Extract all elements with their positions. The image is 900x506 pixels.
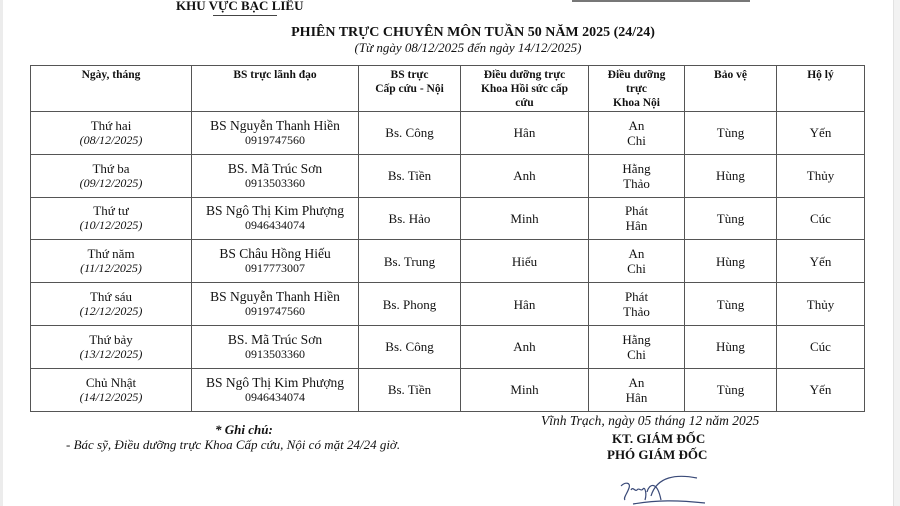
orderly-cell: Thủy xyxy=(777,154,865,197)
vertical-scrollbar[interactable] xyxy=(893,0,900,506)
leader-name: BS Châu Hồng Hiếu xyxy=(219,246,331,262)
table-row xyxy=(31,112,865,155)
icu-nurse-cell: Anh xyxy=(461,325,589,368)
col-header-orderly: Hộ lý xyxy=(777,66,865,112)
header-line: Khoa Hồi sức cấp xyxy=(480,83,569,95)
table-row xyxy=(31,154,865,197)
note-text: - Bác sỹ, Điều dưỡng trực Khoa Cấp cứu, Nội có mặt 24/24 giờ. xyxy=(66,437,401,452)
security-cell: Hùng xyxy=(685,325,777,368)
day-name: Thứ năm xyxy=(87,246,135,262)
leader-phone: 0946434074 xyxy=(245,389,305,404)
orderly-cell: Yến xyxy=(777,112,865,155)
leader-name: BS Ngô Thị Kim Phượng xyxy=(206,374,344,390)
leader-cell xyxy=(192,112,359,155)
er-doctor-cell: Bs. Phong xyxy=(359,283,461,326)
col-header-icu-nurse xyxy=(461,66,589,112)
er-doctor-cell: Bs. Trung xyxy=(359,240,461,283)
duty-schedule-table xyxy=(30,65,865,412)
document-title-text: PHIÊN TRỰC CHUYÊN MÔN TUẦN 50 NĂM 2025 (24/24) xyxy=(291,25,655,40)
internal-nurse-cell xyxy=(589,112,685,155)
table-row xyxy=(31,283,865,326)
nurse-name: Thảo xyxy=(623,175,650,191)
leader-cell xyxy=(192,154,359,197)
col-header-security: Bảo vệ xyxy=(685,66,777,112)
signer-title-1: KT. GIÁM ĐỐC xyxy=(612,431,706,446)
col-header-internal-nurse xyxy=(589,66,685,112)
nurse-name: Chi xyxy=(627,346,646,362)
day-date: (08/12/2025) xyxy=(79,132,143,147)
header-line: Cấp cứu - Nội xyxy=(375,83,444,95)
document-subtitle xyxy=(0,40,900,56)
leader-phone: 0919747560 xyxy=(245,304,305,319)
internal-nurse-cell xyxy=(589,283,685,326)
header-line: Khoa Nội xyxy=(613,97,660,109)
day-date: (09/12/2025) xyxy=(79,175,143,190)
icu-nurse-cell: Minh xyxy=(461,368,589,411)
icu-nurse-cell: Anh xyxy=(461,154,589,197)
header-line: Điều dưỡng trực xyxy=(483,69,566,81)
header-line: cứu xyxy=(515,97,534,109)
nurse-name: Hân xyxy=(625,389,648,405)
day-date: (14/12/2025) xyxy=(79,389,143,404)
header-line: Điều dưỡng xyxy=(607,69,666,81)
orderly-cell: Thủy xyxy=(777,283,865,326)
date-cell xyxy=(31,325,192,368)
internal-nurse-cell xyxy=(589,368,685,411)
security-cell: Hùng xyxy=(685,240,777,283)
leader-name: BS Nguyễn Thanh Hiền xyxy=(210,289,340,305)
leader-cell xyxy=(192,368,359,411)
leader-cell xyxy=(192,283,359,326)
leader-phone: 0919747560 xyxy=(245,132,305,147)
date-cell xyxy=(31,368,192,411)
orderly-cell: Yến xyxy=(777,368,865,411)
internal-nurse-cell xyxy=(589,240,685,283)
security-cell: Hùng xyxy=(685,154,777,197)
table-row xyxy=(31,197,865,240)
internal-nurse-cell xyxy=(589,154,685,197)
icu-nurse-cell: Hiếu xyxy=(461,240,589,283)
leader-cell xyxy=(192,240,359,283)
nurse-name: Hân xyxy=(625,218,648,234)
nurse-name: Hằng xyxy=(622,160,651,176)
day-name: Chủ Nhật xyxy=(85,374,137,390)
leader-name: BS. Mã Trúc Sơn xyxy=(227,160,323,176)
leader-name: BS Nguyễn Thanh Hiền xyxy=(210,117,340,133)
er-doctor-cell: Bs. Hảo xyxy=(359,197,461,240)
top-divider-rule xyxy=(572,0,750,2)
day-name: Thứ bảy xyxy=(89,331,133,347)
nurse-name: Chi xyxy=(627,261,646,277)
page-left-edge xyxy=(0,0,3,506)
date-cell xyxy=(31,240,192,283)
security-cell: Tùng xyxy=(685,368,777,411)
leader-name: BS Ngô Thị Kim Phượng xyxy=(206,203,344,219)
leader-cell xyxy=(192,325,359,368)
security-cell: Tùng xyxy=(685,197,777,240)
organization-underline xyxy=(213,15,277,16)
signer-title-2: PHÓ GIÁM ĐỐC xyxy=(607,447,708,462)
day-date: (13/12/2025) xyxy=(79,346,143,361)
er-doctor-cell: Bs. Công xyxy=(359,112,461,155)
nurse-name: An xyxy=(628,374,645,390)
icu-nurse-cell: Hân xyxy=(461,112,589,155)
col-header-leader: BS trực lãnh đạo xyxy=(192,66,359,112)
er-doctor-cell: Bs. Tiền xyxy=(359,154,461,197)
col-header-er-doctor xyxy=(359,66,461,112)
document-subtitle-text: (Từ ngày 08/12/2025 đến ngày 14/12/2025) xyxy=(354,40,582,55)
day-name: Thứ ba xyxy=(92,160,130,176)
day-date: (11/12/2025) xyxy=(80,261,142,276)
table-row xyxy=(31,368,865,411)
date-cell xyxy=(31,283,192,326)
header-line: BS trực xyxy=(390,69,429,81)
internal-nurse-cell xyxy=(589,197,685,240)
place-date: Vĩnh Trạch, ngày 05 tháng 12 năm 2025 xyxy=(541,413,760,428)
date-cell xyxy=(31,112,192,155)
nurse-name: An xyxy=(628,117,645,133)
leader-name: BS. Mã Trúc Sơn xyxy=(227,331,323,347)
leader-phone: 0913503360 xyxy=(245,346,305,361)
internal-nurse-cell xyxy=(589,325,685,368)
leader-phone: 0946434074 xyxy=(245,218,305,233)
er-doctor-cell: Bs. Công xyxy=(359,325,461,368)
note-title: * Ghi chú: xyxy=(215,422,273,437)
table-row xyxy=(31,240,865,283)
table-row xyxy=(31,325,865,368)
leader-cell xyxy=(192,197,359,240)
nurse-name: Chi xyxy=(627,132,646,148)
security-cell: Tùng xyxy=(685,112,777,155)
table-header-row xyxy=(31,66,865,112)
date-cell xyxy=(31,154,192,197)
organization-name: KHU VỰC BẠC LIÊU xyxy=(176,0,304,13)
orderly-cell: Cúc xyxy=(777,197,865,240)
document-title xyxy=(0,24,900,41)
col-header-date: Ngày, tháng xyxy=(31,66,192,112)
nurse-name: An xyxy=(628,246,645,262)
orderly-cell: Cúc xyxy=(777,325,865,368)
er-doctor-cell: Bs. Tiền xyxy=(359,368,461,411)
leader-phone: 0913503360 xyxy=(245,175,305,190)
day-date: (10/12/2025) xyxy=(79,218,143,233)
day-name: Thứ tư xyxy=(93,203,129,219)
nurse-name: Phát xyxy=(624,203,649,219)
day-date: (12/12/2025) xyxy=(79,304,143,319)
nurse-name: Phát xyxy=(624,289,649,305)
day-name: Thứ hai xyxy=(90,117,132,133)
signature-icon xyxy=(617,470,707,506)
nurse-name: Hằng xyxy=(622,331,651,347)
date-cell xyxy=(31,197,192,240)
day-name: Thứ sáu xyxy=(89,289,133,305)
header-line: trực xyxy=(626,83,647,95)
security-cell: Tùng xyxy=(685,283,777,326)
orderly-cell: Yến xyxy=(777,240,865,283)
nurse-name: Thảo xyxy=(623,304,650,320)
icu-nurse-cell: Hân xyxy=(461,283,589,326)
icu-nurse-cell: Minh xyxy=(461,197,589,240)
leader-phone: 0917773007 xyxy=(245,261,305,276)
